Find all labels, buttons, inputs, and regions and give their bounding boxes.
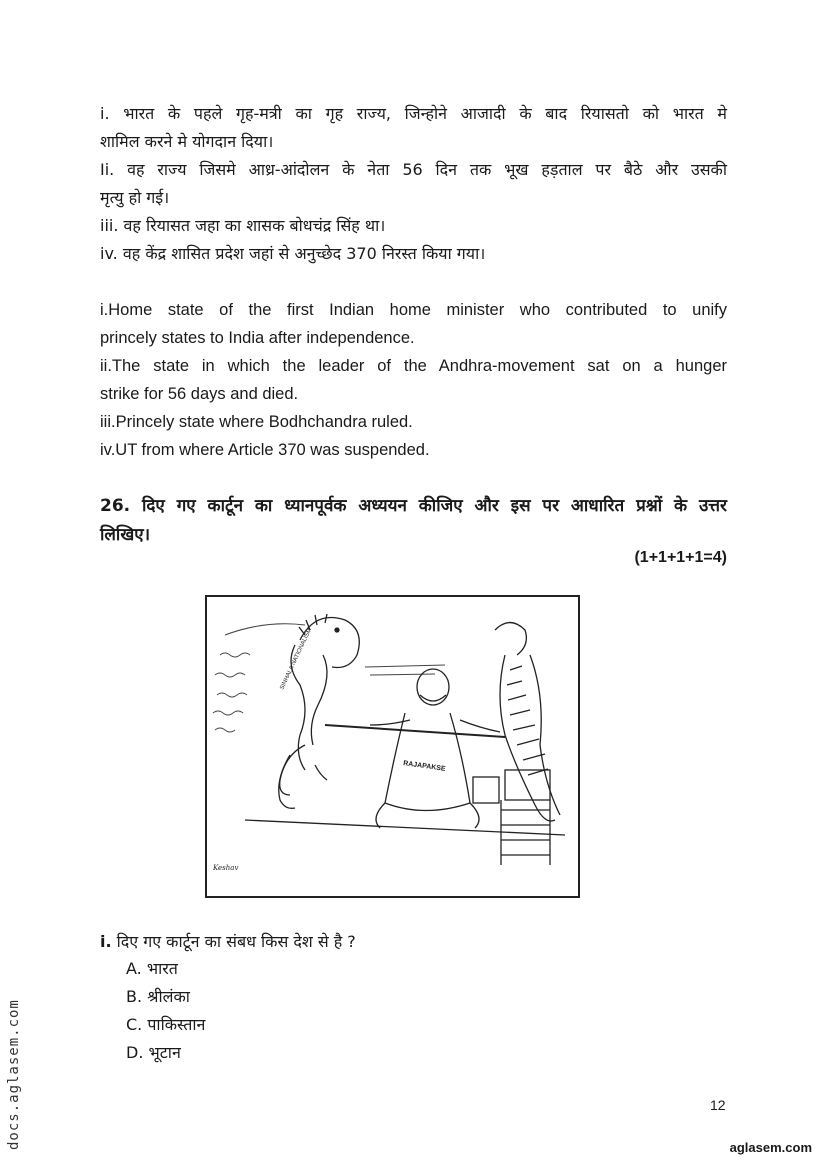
side-watermark: docs.aglasem.com xyxy=(6,999,22,1150)
option-d: D. भूटान xyxy=(126,1043,181,1062)
option-c: C. पाकिस्तान xyxy=(126,1015,206,1034)
hindi-clue-2b: मृत्यु हो गई। xyxy=(100,188,170,207)
lion-sash-label: SINHALA NATIONALISM xyxy=(279,627,314,691)
hindi-clue-2a: Ii. वह राज्य जिसमे आध्र-आंदोलन के नेता 56 दिन तक भूख हड़ताल पर बैठे और उसकी xyxy=(100,160,727,179)
page-number: 12 xyxy=(710,1097,726,1113)
english-clue-3: iii.Princely state where Bodhchandra ruled. xyxy=(100,413,413,431)
english-clue-4: iv.UT from where Article 370 was suspended. xyxy=(100,441,430,459)
question-heading-line1: 26. दिए गए कार्टून का ध्यानपूर्वक अध्ययन कीजिए और इस पर आधारित प्रश्नों के उत्तर xyxy=(100,496,727,516)
political-cartoon xyxy=(205,595,580,898)
hindi-clue-1b: शामिल करने मे योगदान दिया। xyxy=(100,132,274,151)
subquestion-i xyxy=(100,928,727,956)
subquestion-text: दिए गए कार्टून का संबध किस देश से है ? xyxy=(116,932,356,951)
question-heading-line2: लिखिए। xyxy=(100,525,151,545)
hindi-clue-3: iii. वह रियासत जहा का शासक बोधचंद्र सिंह था। xyxy=(100,216,386,235)
hindi-clue-4: iv. वह केंद्र शासित प्रदेश जहां से अनुच्छेद 370 निरस्त किया गया। xyxy=(100,244,486,263)
cartoonist-signature: Keshav xyxy=(213,864,239,872)
hindi-clue-1a: i. भारत के पहले गृह-मत्री का गृह राज्य, जिन्होने आजादी के बाद रियासतो को भारत मे xyxy=(100,104,727,123)
footer-site-link[interactable]: aglasem.com xyxy=(729,1140,812,1155)
marks-distribution: (1+1+1+1=4) xyxy=(634,549,727,566)
english-clue-1a: i.Home state of the first Indian home minister who contributed to unify xyxy=(100,301,727,319)
option-a: A. भारत xyxy=(126,959,178,978)
english-clue-1b: princely states to India after independence. xyxy=(100,329,415,347)
cartoon-frame xyxy=(206,596,579,897)
english-clue-2b: strike for 56 days and died. xyxy=(100,385,299,403)
robe-label: RAJAPAKSE xyxy=(402,760,446,773)
option-b: B. श्रीलंका xyxy=(126,987,190,1006)
english-clue-2a: ii.The state in which the leader of the Andhra-movement sat on a hunger xyxy=(100,357,727,375)
subquestion-number: i. xyxy=(100,932,112,951)
